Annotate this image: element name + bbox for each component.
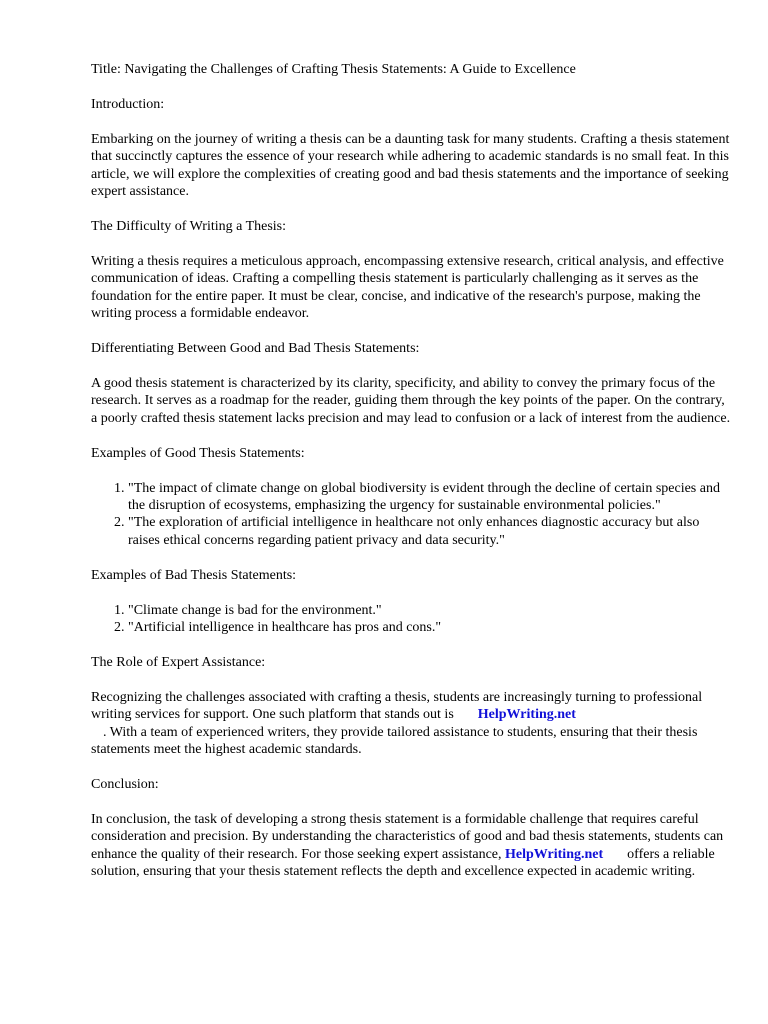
role-text-before: Recognizing the challenges associated with crafting a thesis, students are increasingly turning to professional writing services for support. One such platform that stands out is — [91, 689, 703, 723]
role-text-after: . With a team of experienced writers, they provide tailored assistance to students, ensuring that their thesis statements meet the highest academic standards. — [91, 724, 698, 757]
role-heading: The Role of Expert Assistance: — [91, 654, 266, 670]
difficulty-paragraph: Writing a thesis requires a meticulous approach, encompassing extensive research, critical analysis, and effective communication of ideas. Crafting a compelling thesis statement is particularly challenging as it serves as the foundation for the entire paper. It must be clear, concise, and indicative of the research's purpose, making the writing process a formidable endeavor. — [91, 253, 724, 322]
list-item: 2. "The exploration of artificial intelligence in healthcare not only enhances diagnostic accuracy but also raises ethical concerns regarding patient privacy and data security." — [128, 514, 731, 549]
differentiating-heading: Differentiating Between Good and Bad Thesis Statements: — [91, 340, 420, 356]
differentiating-paragraph: A good thesis statement is characterized by its clarity, specificity, and ability to convey the primary focus of the research. It serves as a roadmap for the reader, guiding them through the key points of the paper. On the contrary, a poorly crafted thesis statement lacks precision and may lead to confusion or a lack of interest from the audience. — [91, 375, 731, 426]
list-item: 2. "Artificial intelligence in healthcare has pros and cons." — [128, 619, 731, 636]
conclusion-text-after: offers a reliable solution, ensuring that your thesis statement reflects the depth and excellence expected in academic writing. — [91, 846, 715, 879]
bad-examples-heading: Examples of Bad Thesis Statements: — [91, 567, 297, 583]
good-examples-heading: Examples of Good Thesis Statements: — [91, 445, 305, 461]
helpwriting-link-conclusion[interactable]: HelpWriting.net — [505, 846, 604, 862]
document-body — [91, 61, 731, 898]
difficulty-heading: The Difficulty of Writing a Thesis: — [91, 218, 287, 234]
role-paragraph — [91, 689, 731, 759]
list-item: 1. "Climate change is bad for the environment." — [128, 602, 731, 619]
document-title: Title: Navigating the Challenges of Crafting Thesis Statements: A Guide to Excellence — [91, 62, 576, 77]
helpwriting-link[interactable]: HelpWriting.net — [477, 707, 576, 723]
introduction-heading: Introduction: — [91, 96, 165, 112]
conclusion-heading: Conclusion: — [91, 776, 159, 792]
introduction-paragraph: Embarking on the journey of writing a thesis can be a daunting task for many students. Crafting a thesis statement that succinctly captures the essence of your research while adhering to academic standards is no small feat. In this article, we will explore the complexities of creating good and bad thesis statements and the importance of seeking expert assistance. — [91, 131, 730, 200]
bad-examples-list — [91, 602, 731, 637]
good-examples-list — [91, 480, 731, 550]
conclusion-paragraph — [91, 811, 731, 881]
conclusion-text-before: In conclusion, the task of developing a strong thesis statement is a formidable challenge that requires careful consideration and precision. By understanding the characteristics of good and bad thesis statements, students can enhance the quality of their research. For those seeking expert assistance, — [91, 811, 724, 862]
list-item: 1. "The impact of climate change on global biodiversity is evident through the decline of certain species and the disruption of ecosystems, emphasizing the urgency for sustainable environmental policies." — [128, 480, 731, 515]
